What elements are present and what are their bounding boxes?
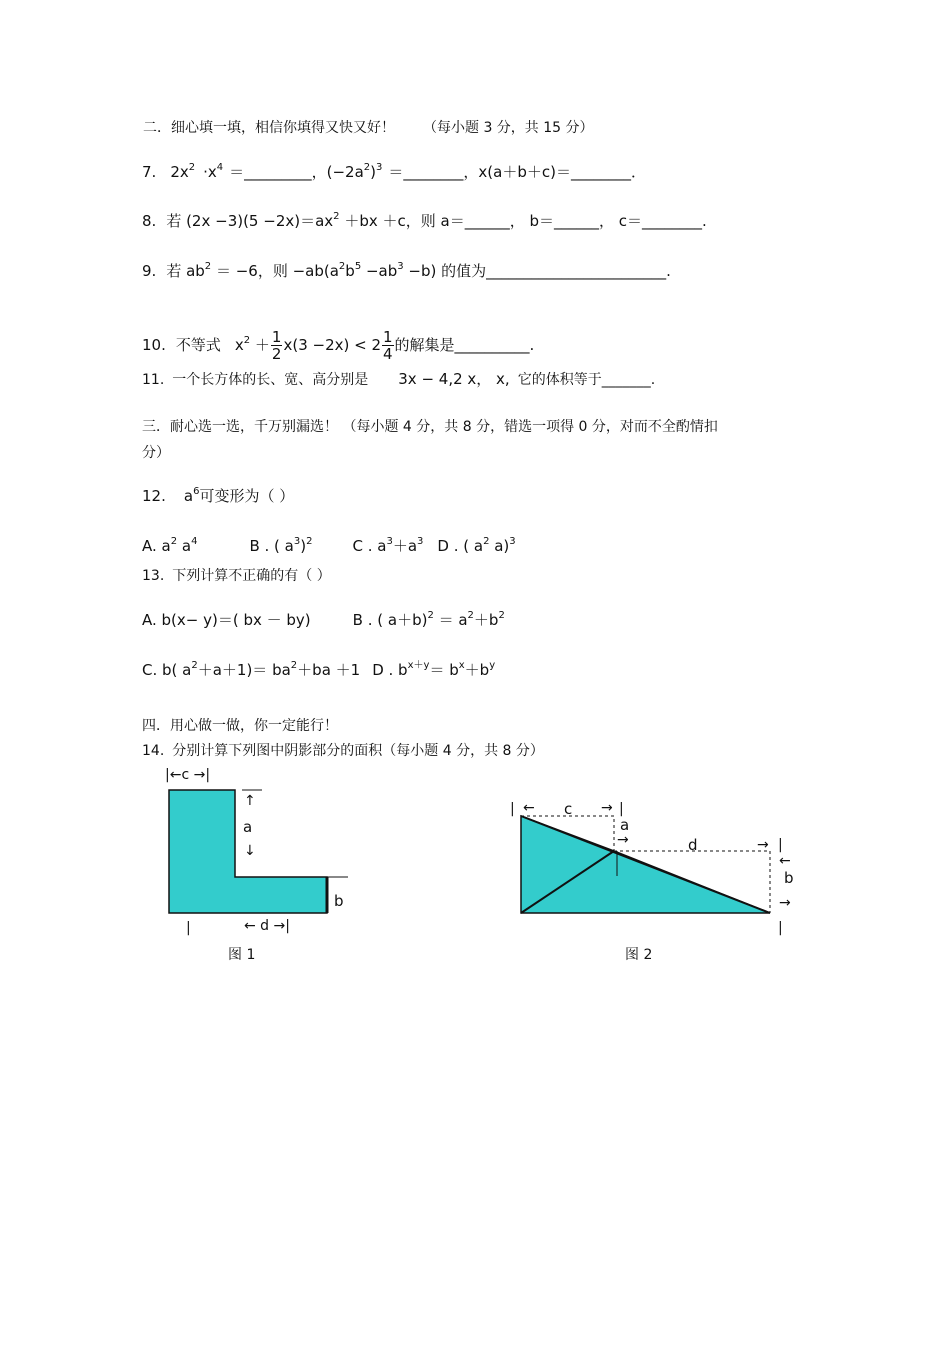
section-3-heading-cont: 分） xyxy=(142,445,170,461)
section-2-heading: 二．细心填一填，相信你填得又快又好！ （每小题 3 分，共 15 分） xyxy=(143,120,594,136)
fig2-arrow-right-d: → xyxy=(757,837,769,853)
fig2-arrow-right-b: → xyxy=(779,895,791,911)
option-d[interactable]: D . $b^{x+y}= b^x+b^y$ xyxy=(372,660,496,679)
fig1-tick-left: | xyxy=(186,920,191,936)
fig2-tick-d: | xyxy=(778,837,783,853)
fig1-caption: 图 1 xyxy=(228,947,256,963)
option-d[interactable]: D . ( $a^2$ a)$^3$ xyxy=(437,536,516,555)
option-a[interactable]: A. b(x− y)＝( bx － by) xyxy=(142,611,311,629)
section-3-heading: 三．耐心选一选，千万别漏选！ （每小题 4 分，共 8 分，错选一项得 0 分，对而不全酌情扣 xyxy=(142,419,718,435)
fig2-tick-left: | xyxy=(510,801,515,817)
question-14: 14. 分别计算下列图中阴影部分的面积（每小题 4 分，共 8 分） xyxy=(142,743,544,759)
option-c[interactable]: C . $a^3+a^3$ xyxy=(352,536,424,555)
question-7: 7. $2x^2 \cdot x^4$ ＝_________，$(-2a^2)^3$ ＝________，x(a＋b＋c)＝________． xyxy=(142,162,646,181)
section-4-heading: 四．用心做一做，你一定能行！ xyxy=(142,718,338,734)
option-b[interactable]: B . ( $a+b)^2 = a^2+b^2$ xyxy=(352,610,505,629)
question-9: 9. 若 $ab^2 = -6$，则 $-ab(a^2b^5 -ab^3 -b)$ 的值为________________________. xyxy=(142,261,671,280)
fig2-label-d: d xyxy=(688,836,698,854)
fig2-label-c: c xyxy=(564,800,573,818)
option-c[interactable]: C. b( $a^2+a+1)= ba^2+ba +1$ xyxy=(142,660,361,679)
fig1-label-a: a xyxy=(243,818,253,836)
fig1-label-c: |←c →| xyxy=(165,767,211,783)
question-13: 13. 下列计算不正确的有（ ） xyxy=(142,568,331,584)
option-b[interactable]: B . ( $a^3)^2$ xyxy=(249,536,313,555)
fig1-label-d: ← d →| xyxy=(244,918,290,934)
option-a[interactable]: A. $a^2$ $a^4$ xyxy=(142,536,198,555)
fig2-arrow-right-a: → xyxy=(617,832,629,848)
fig2-label-b: b xyxy=(784,869,794,887)
question-11: 11. 一个长方体的长、宽、高分别是 3x − 4,2 x， x, 它的体积等于_______. xyxy=(142,370,656,388)
fraction-one-half: $\frac{1}{2}$ xyxy=(271,328,282,363)
fig2-tick-c: | xyxy=(619,801,624,817)
fig2-arrow-left-b: ← xyxy=(779,853,791,869)
fig1-arrow-up: ↑ xyxy=(244,793,256,809)
question-10: 10. 不等式 $x^2$ ＋ $\frac{1}{2}$ x(3 −2x) < 2 $\frac{1}{4}$ 的解集是__________. xyxy=(142,328,535,363)
fig2-tick-bottom: | xyxy=(778,920,783,936)
fig2-label-a: a xyxy=(620,816,630,834)
fig2-caption: 图 2 xyxy=(625,947,653,963)
fig1-arrow-down: ↓ xyxy=(244,843,256,859)
fig2-arrow-left-c: ← xyxy=(523,800,535,816)
question-12: 12. $a^6$可变形为（ ） xyxy=(142,486,295,505)
question-8: 8. 若 $(2x -3)(5 -2x)=ax^2 +bx +c$，则 a＝______， b＝______， c＝________. xyxy=(142,211,707,230)
fig1-label-b: b xyxy=(334,892,344,910)
fig2-arrow-right-c: → xyxy=(601,800,613,816)
fraction-one-quarter: $\frac{1}{4}$ xyxy=(383,328,393,363)
